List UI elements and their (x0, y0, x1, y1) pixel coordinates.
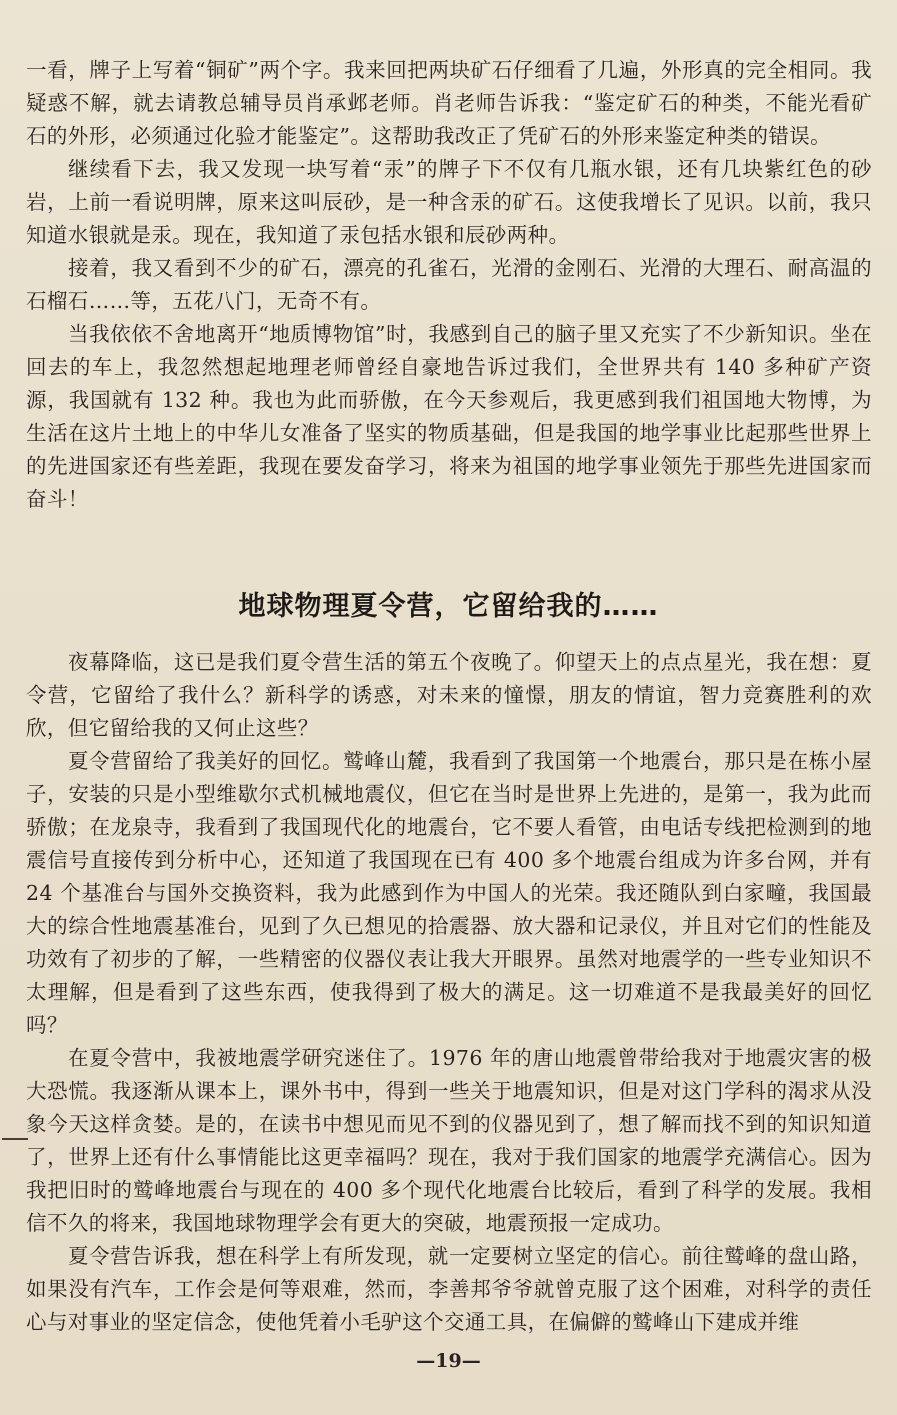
bottom-text-block (26, 646, 872, 1339)
paragraph: 当我依依不舍地离开“地质博物馆”时，我感到自己的脑子里又充实了不少新知识。坐在回去的车上，我忽然想起地理老师曾经自豪地告诉过我们，全世界共有 140 多种矿产资源，我国就有 132 种。我也为此而骄傲，在今天参观后，我更感到我们祖国地大物博，为生活在这片土地上的中华儿女准备了坚实的物质基础，但是我国的地学事业比起那些世界上的先进国家还有些差距，我现在要发奋学习，将来为祖国的地学事业领先于那些先进国家而奋斗！ (26, 322, 872, 511)
section-title: 地球物理夏令营，它留给我的…… (238, 591, 659, 622)
paragraph: 夏令营留给了我美好的回忆。鹫峰山麓，我看到了我国第一个地震台，那只是在栋小屋子，安装的只是小型维歇尔式机械地震仪，但它在当时是世界上先进的，是第一，我为此而骄傲；在龙泉寺，我看到了我国现代化的地震台，它不要人看管，由电话专线把检测到的地震信号直接传到分析中心，还知道了我国现在已有 400 多个地震台组成为许多台网，并有 24 个基准台与国外交换资料，我为此感到作为中国人的光荣。我还随队到白家疃，我国最大的综合性地震基准台，见到了久已想见的拾震器、放大器和记录仪，并且对它们的性能及功效有了初步的了解，一些精密的仪器仪表让我大开眼界。虽然对地震学的一些专业知识不太理解，但是看到了这些东西，使我得到了极大的满足。这一切难道不是我最美好的回忆吗？ (26, 749, 872, 1037)
paragraph: 接着，我又看到不少的矿石，漂亮的孔雀石，光滑的金刚石、光滑的大理石、耐高温的石榴石……等，五花八门，无奇不有。 (26, 256, 872, 313)
paragraph: 一看，牌子上写着“铜矿”两个字。我来回把两块矿石仔细看了几遍，外形真的完全相同。我疑惑不解，就去请教总辅导员肖承邺老师。肖老师告诉我：“鉴定矿石的种类，不能光看矿石的外形，必须通过化验才能鉴定”。这帮助我改正了凭矿石的外形来鉴定种类的错误。 (26, 58, 872, 148)
paragraph: 在夏令营中，我被地震学研究迷住了。1976 年的唐山地震曾带给我对于地震灾害的极大恐慌。我逐渐从课本上，课外书中，得到一些关于地震知识，但是对这门学科的渴求从没象今天这样贪婪。是的，在读书中想见而见不到的仪器见到了，想了解而找不到的知识知道了，世界上还有什么事情能比这更幸福吗？现在，我对于我们国家的地震学充满信心。因为我把旧时的鹫峰地震台与现在的 400 多个现代化地震台比较后，看到了科学的发展。我相信不久的将来，我国地球物理学会有更大的突破，地震预报一定成功。 (26, 1046, 872, 1235)
page-number: —19— (416, 1350, 481, 1372)
margin-mark (2, 1138, 28, 1140)
paragraph: 继续看下去，我又发现一块写着“汞”的牌子下不仅有几瓶水银，还有几块紫红色的砂岩，上前一看说明牌，原来这叫辰砂，是一种含汞的矿石。这使我增长了见识。以前，我只知道水银就是汞。现在，我知道了汞包括水银和辰砂两种。 (26, 157, 872, 247)
paragraph: 夏令营告诉我，想在科学上有所发现，就一定要树立坚定的信心。前往鹫峰的盘山路，如果没有汽车，工作会是何等艰难，然而，李善邦爷爷就曾克服了这个困难，对科学的责任心与对事业的坚定信念，使他凭着小毛驴这个交通工具，在偏僻的鹫峰山下建成并维 (26, 1244, 872, 1334)
paragraph: 夜幕降临，这已是我们夏令营生活的第五个夜晚了。仰望天上的点点星光，我在想：夏令营，它留给了我什么？新科学的诱惑，对未来的憧憬，朋友的情谊，智力竞赛胜利的欢欣，但它留给我的又何止这些？ (26, 650, 872, 740)
top-text-block (26, 54, 872, 516)
